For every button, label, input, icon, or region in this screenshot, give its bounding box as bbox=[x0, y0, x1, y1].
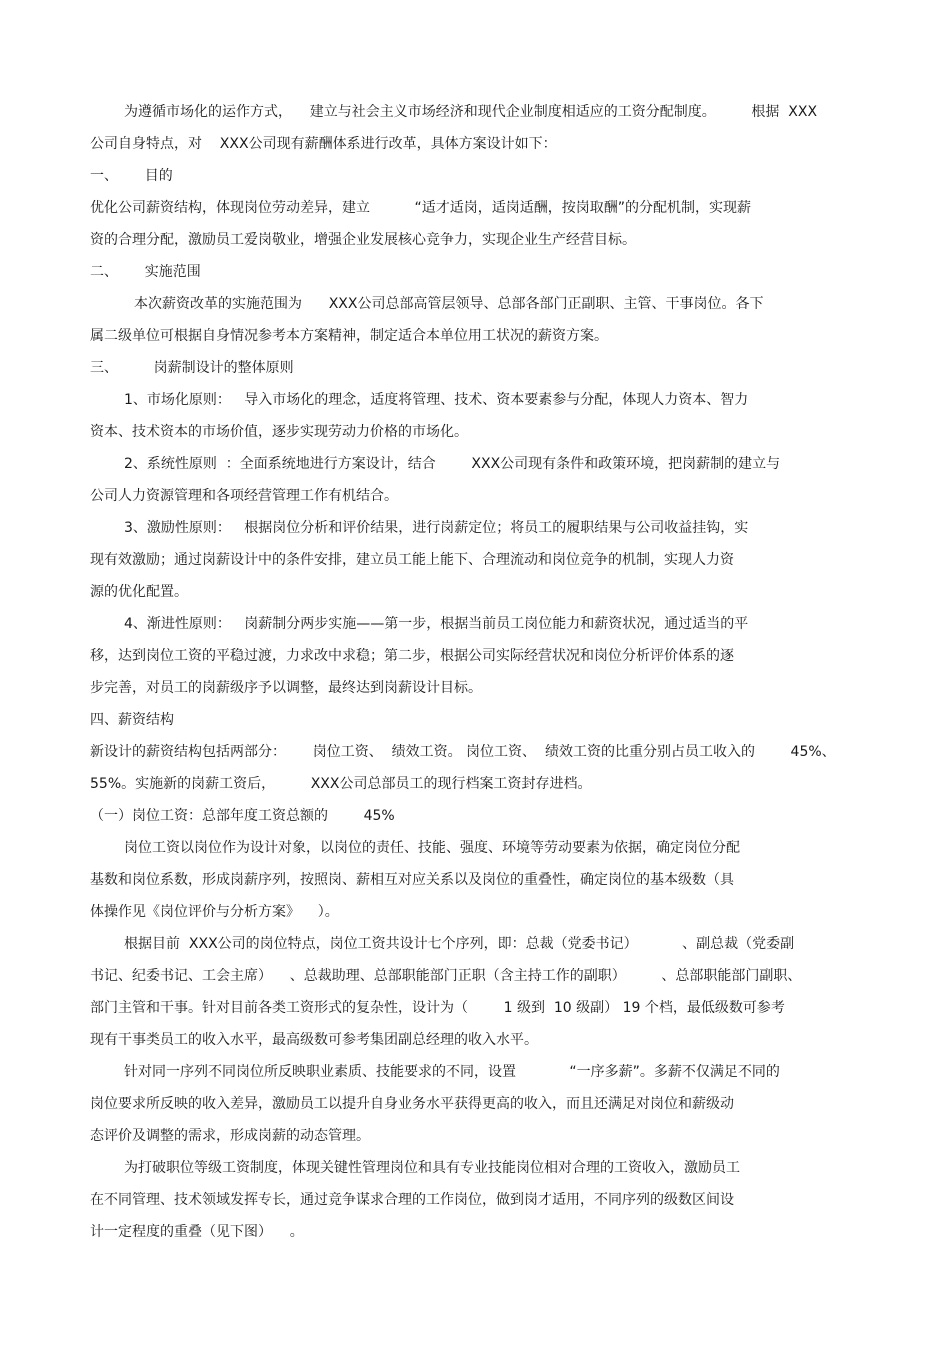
paragraph-line: 计一定程度的重叠（见下图） 。 bbox=[90, 1224, 304, 1240]
paragraph-line: 2、系统性原则 ：全面系统地进行方案设计，结合 XXX公司现有条件和政策环境，把岗薪制的建立与 bbox=[124, 456, 781, 472]
paragraph-line: 资的合理分配，激励员工爱岗敬业，增强企业发展核心竞争力，实现企业生产经营目标。 bbox=[90, 232, 636, 248]
paragraph-line: 本次薪资改革的实施范围为 XXX公司总部高管层领导、总部各部门正副职、主管、干事岗位。各下 bbox=[134, 296, 764, 312]
paragraph-line: 书记、纪委书记、工会主席） 、总裁助理、总部职能部门正职（含主持工作的副职） 、总部职能部门副职、 bbox=[90, 968, 802, 984]
paragraph-line: 岗位要求所反映的收入差异，激励员工以提升自身业务水平获得更高的收入，而且还满足对岗位和薪级动 bbox=[90, 1096, 734, 1112]
section-heading: 二、 实施范围 bbox=[90, 264, 201, 280]
paragraph-line: 移，达到岗位工资的平稳过渡，力求改中求稳；第二步，根据公司实际经营状况和岗位分析评价体系的逐 bbox=[90, 648, 734, 664]
paragraph-line: 为遵循市场化的运作方式， 建立与社会主义市场经济和现代企业制度相适应的工资分配制度。 根据 XXX bbox=[124, 104, 818, 120]
section-heading: 四、薪资结构 bbox=[90, 712, 174, 728]
paragraph-line: 属二级单位可根据自身情况参考本方案精神，制定适合本单位用工状况的薪资方案。 bbox=[90, 328, 608, 344]
paragraph-line: 体操作见《岗位评价与分析方案》 ）。 bbox=[90, 904, 339, 920]
paragraph-line: 公司自身特点，对 XXX公司现有薪酬体系进行改革，具体方案设计如下： bbox=[90, 136, 557, 152]
subsection-heading: （一）岗位工资：总部年度工资总额的 45% bbox=[90, 808, 395, 824]
paragraph-line: 根据目前 XXX公司的岗位特点，岗位工资共设计七个序列，即：总裁（党委书记） 、副总裁（党委副 bbox=[124, 936, 795, 952]
paragraph-line: 现有效激励；通过岗薪设计中的条件安排，建立员工能上能下、合理流动和岗位竞争的机制，实现人力资 bbox=[90, 552, 734, 568]
paragraph-line: 3、激励性原则： 根据岗位分析和评价结果，进行岗薪定位；将员工的履职结果与公司收益挂钩，实 bbox=[124, 520, 749, 536]
paragraph-line: 步完善，对员工的岗薪级序予以调整，最终达到岗薪设计目标。 bbox=[90, 680, 482, 696]
section-heading: 三、 岗薪制设计的整体原则 bbox=[90, 360, 294, 376]
paragraph-line: 优化公司薪资结构，体现岗位劳动差异，建立 “适才适岗，适岗适酬，按岗取酬”的分配机制，实现薪 bbox=[90, 200, 752, 216]
paragraph-line: 态评价及调整的需求，形成岗薪的动态管理。 bbox=[90, 1128, 370, 1144]
paragraph-line: 针对同一序列不同岗位所反映职业素质、技能要求的不同，设置 “一序多薪”。多薪不仅满足不同的 bbox=[124, 1064, 780, 1080]
paragraph-line: 新设计的薪资结构包括两部分： 岗位工资、 绩效工资。 岗位工资、 绩效工资的比重分别占员工收入的 45%、 bbox=[90, 744, 836, 760]
paragraph-line: 1、市场化原则： 导入市场化的理念，适度将管理、技术、资本要素参与分配，体现人力资本、智力 bbox=[124, 392, 749, 408]
paragraph-line: 55%。实施新的岗薪工资后， XXX公司总部员工的现行档案工资封存进档。 bbox=[90, 776, 592, 792]
paragraph-line: 岗位工资以岗位作为设计对象，以岗位的责任、技能、强度、环境等劳动要素为依据，确定岗位分配 bbox=[124, 840, 740, 856]
paragraph-line: 部门主管和干事。针对目前各类工资形式的复杂性，设计为（ 1 级到 10 级副） 19 个档，最低级数可参考 bbox=[90, 1000, 785, 1016]
paragraph-line: 为打破职位等级工资制度，体现关键性管理岗位和具有专业技能岗位相对合理的工资收入，激励员工 bbox=[124, 1160, 740, 1176]
paragraph-line: 源的优化配置。 bbox=[90, 584, 188, 600]
paragraph-line: 4、渐进性原则： 岗薪制分两步实施——第一步，根据当前员工岗位能力和薪资状况，通过适当的平 bbox=[124, 616, 749, 632]
paragraph-line: 现有干事类员工的收入水平，最高级数可参考集团副总经理的收入水平。 bbox=[90, 1032, 538, 1048]
paragraph-line: 资本、技术资本的市场价值，逐步实现劳动力价格的市场化。 bbox=[90, 424, 468, 440]
paragraph-line: 公司人力资源管理和各项经营管理工作有机结合。 bbox=[90, 488, 398, 504]
paragraph-line: 基数和岗位系数，形成岗薪序列，按照岗、薪相互对应关系以及岗位的重叠性，确定岗位的基本级数（具 bbox=[90, 872, 734, 888]
paragraph-line: 在不同管理、技术领域发挥专长，通过竞争谋求合理的工作岗位，做到岗才适用，不同序列的级数区间设 bbox=[90, 1192, 734, 1208]
section-heading: 一、 目的 bbox=[90, 168, 173, 184]
